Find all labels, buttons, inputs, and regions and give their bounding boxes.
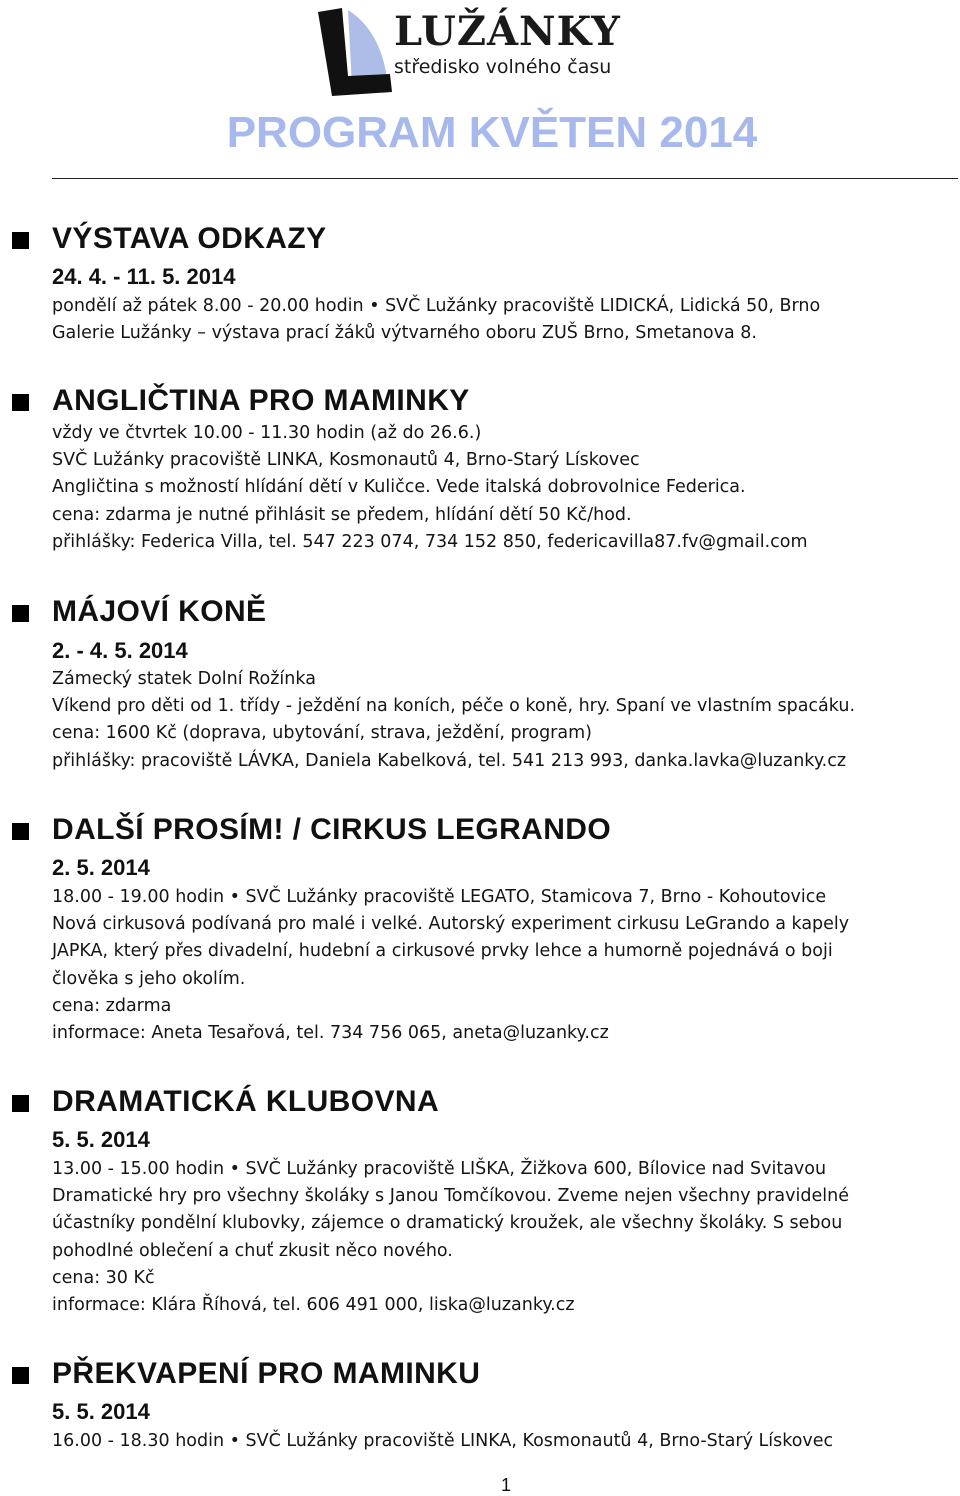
section-date: 24. 4. - 11. 5. 2014 — [52, 264, 236, 289]
section-title: VÝSTAVA ODKAZY — [52, 222, 327, 255]
square-bullet-icon — [12, 232, 29, 249]
detail-line: Zámecký statek Dolní Rožínka — [52, 669, 316, 689]
section-details — [52, 293, 952, 347]
square-bullet-icon — [12, 823, 29, 840]
section-title: DRAMATICKÁ KLUBOVNA — [52, 1085, 440, 1118]
detail-line: přihlášky: Federica Villa, tel. 547 223 074, 734 152 850, federicavilla87.fv@gmail.com — [52, 531, 808, 552]
detail-line: účastníky pondělní klubovky, zájemce o dramatický kroužek, ale všechny školáky. S sebou — [52, 1213, 843, 1234]
square-bullet-icon — [12, 1095, 29, 1112]
detail-line: Víkend pro děti od 1. třídy - ježdění na koních, péče o koně, hry. Spaní ve vlastním spacáku. — [52, 696, 856, 717]
section-date: 2. - 4. 5. 2014 — [52, 638, 188, 663]
detail-line: 18.00 - 19.00 hodin • SVČ Lužánky pracoviště LEGATO, Stamicova 7, Brno - Kohoutovice — [52, 887, 827, 907]
detail-line: 16.00 - 18.30 hodin • SVČ Lužánky pracoviště LINKA, Kosmonautů 4, Brno-Starý Lískovec — [52, 1431, 834, 1451]
square-bullet-icon — [12, 394, 29, 411]
section-title: DALŠÍ PROSÍM! / CIRKUS LEGRANDO — [52, 813, 612, 846]
detail-line: člověka s jeho okolím. — [52, 968, 246, 989]
section-title: ANGLIČTINA PRO MAMINKY — [52, 384, 470, 417]
section-details — [52, 420, 952, 556]
logo — [312, 4, 652, 98]
page-title: PROGRAM KVĚTEN 2014 — [226, 108, 758, 157]
section-details — [52, 884, 952, 1047]
detail-line: pondělí až pátek 8.00 - 20.00 hodin • SVČ Lužánky pracoviště LIDICKÁ, Lidická 50, Brno — [52, 296, 821, 316]
logo-subtitle: středisko volného času — [394, 56, 612, 78]
detail-line: Galerie Lužánky – výstava prací žáků výtvarného oboru ZUŠ Brno, Smetanova 8. — [52, 323, 757, 344]
section-title: PŘEKVAPENÍ PRO MAMINKU — [52, 1357, 481, 1390]
detail-line: cena: zdarma — [52, 995, 172, 1016]
detail-line: Nová cirkusová podívaná pro malé i velké. Autorský experiment cirkusu LeGrando a kapely — [52, 914, 850, 935]
section-date: 5. 5. 2014 — [52, 1399, 150, 1424]
detail-line: vždy ve čtvrtek 10.00 - 11.30 hodin (až do 26.6.) — [52, 423, 482, 443]
logo-sail-icon — [312, 4, 396, 98]
detail-line: přihlášky: pracoviště LÁVKA, Daniela Kabelková, tel. 541 213 993, danka.lavka@luzanky.cz — [52, 750, 847, 771]
detail-line: cena: 1600 Kč (doprava, ubytování, strava, ježdění, program) — [52, 723, 592, 744]
section-details — [52, 1428, 952, 1455]
detail-line: cena: 30 Kč — [52, 1267, 155, 1288]
section-date: 5. 5. 2014 — [52, 1127, 150, 1152]
detail-line: Angličtina s možností hlídání dětí v Kuličce. Vede italská dobrovolnice Federica. — [52, 477, 746, 498]
section-details — [52, 666, 952, 775]
detail-line: informace: Klára Říhová, tel. 606 491 000, liska@luzanky.cz — [52, 1294, 575, 1315]
section-details — [52, 1156, 952, 1319]
detail-line: cena: zdarma je nutné přihlásit se předem, hlídání dětí 50 Kč/hod. — [52, 504, 632, 525]
detail-line: pohodlné oblečení a chuť zkusit něco nového. — [52, 1240, 453, 1261]
detail-line: Dramatické hry pro všechny školáky s Janou Tomčíkovou. Zveme nejen všechny pravidelné — [52, 1186, 849, 1207]
title-divider — [52, 178, 958, 179]
square-bullet-icon — [12, 1367, 29, 1384]
section-title: MÁJOVÍ KONĚ — [52, 595, 267, 628]
detail-line: 13.00 - 15.00 hodin • SVČ Lužánky pracoviště LIŠKA, Žižkova 600, Bílovice nad Svitavou — [52, 1159, 827, 1179]
page-number: 1 — [500, 1475, 511, 1495]
section-date: 2. 5. 2014 — [52, 855, 150, 880]
detail-line: JAPKA, který přes divadelní, hudební a cirkusové prvky lehce a humorně pojednává o boji — [52, 941, 833, 962]
detail-line: informace: Aneta Tesařová, tel. 734 756 065, aneta@luzanky.cz — [52, 1022, 609, 1043]
detail-line: SVČ Lužánky pracoviště LINKA, Kosmonautů 4, Brno-Starý Lískovec — [52, 450, 640, 471]
logo-name: LUŽÁNKY — [394, 8, 621, 55]
square-bullet-icon — [12, 605, 29, 622]
